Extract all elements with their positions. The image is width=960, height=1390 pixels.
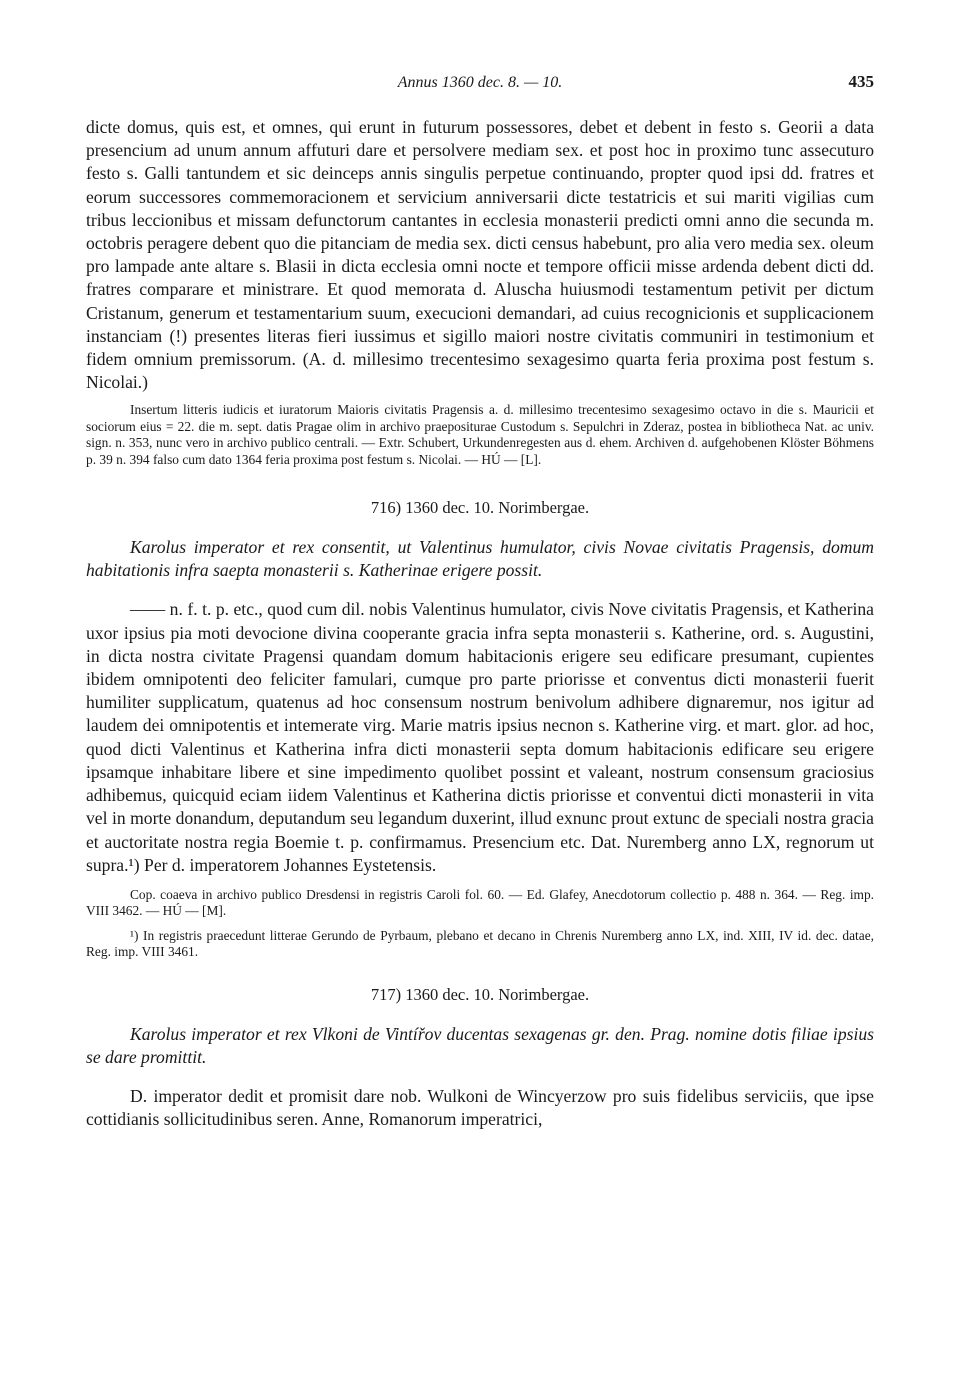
doc-715-body: dicte domus, quis est, et omnes, qui erunt in futurum possessores, debet et debent in festo s. Georii a data presencium ad unum annum affuturi dare et persolvere mediam sex. et post hoc in proximo tunc assecuturo festo s. Galli tantundem et sic deinceps annis singulis perpetue continuando, propter quod ipsi dd. fratres et eorum successores commemoracionem et servicium anniversarii dicte testatricis et sui mariti vigilias cum tribus leccionibus et missam defunctorum cantantes in ecclesia monasterii predicti omni anno die secunda m. octobris peragere debent quo die pitanciam de media sex. dicti census habebunt, pro alia vero media sex. oleum pro lampade ante altare s. Blasii in dicta ecclesia omni nocte et tempore officii misse ardenda debent dicti dd. fratres comparare et ministrare. Et quod memorata d. Aluscha huiusmodi testamentum petivit per dictum Cristanum, generum et testamentarium suum, execucioni demandari, ad cuius recognicionis et supplicacionem instanciam (!) presentes literas fieri iussimus et sigillo maiori nostre civitatis communiri in testimonium et fidem omnium premissorum. (A. d. millesimo trecentesimo sexagesimo quarta feria proxima post festum s. Nicolai.) xyxy=(86,117,874,393)
page-header xyxy=(86,72,874,102)
doc-716-body: —— n. f. t. p. etc., quod cum dil. nobis Valentinus humulator, civis Nove civitatis Pragensis, et Katherina uxor ipsius pia moti devocione divina cooperante gracia infra septa monasterii s. Katherine, ord. s. Augustini, in dicta nostra civitate Pragensi quandam domum habitacionis erigere seu edificare presumant, cupientes ibidem omnipotenti deo feliciter famulari, cumque pro parte priorisse et conventus dicti monasterii fuerit humiliter supplicatum, quatenus ad hoc consensum nostrum benivolum adhibere dignaremur, nos igitur ad laudem dei omnipotentis et intemerate virg. Marie matris ipsius necnon s. Katherine virg. et mart. glor. ad hoc, quod dicti Valentinus et Katherina infra dicti monasterii septa domum habitacionis edificare seu erigere ipsamque inhabitare libere et sine impedimento quolibet possint et valeant, nostrum consensum graciosius adhibemus, quicquid eciam iidem Valentinus et Katherina dictis priorisse et conventui dicti monasterii in vita vel in morte donandum, deputandum seu legandum duxerint, illud exnunc prout extunc de speciali nostra gracia et auctoritate nostra regia Boemie t. p. confirmamus. Presencium etc. Dat. Nuremberg anno LX, regnorum ut supra.¹) Per d. imperatorem Johannes Eystetensis. xyxy=(86,599,874,875)
doc-716-footnote: ¹) In registris praecedunt litterae Gerundo de Pyrbaum, plebano et decano in Chrenis Nuremberg anno LX, ind. XIII, IV id. dec. datae, Reg. imp. VIII 3461. xyxy=(86,927,874,960)
document-page xyxy=(86,72,874,1131)
running-title: Annus 1360 dec. 8. — 10. xyxy=(397,74,563,91)
doc-716-heading: 716) 1360 dec. 10. Norimbergae. xyxy=(370,498,590,518)
doc-716-source-note: Cop. coaeva in archivo publico Dresdensi in registris Caroli fol. 60. — Ed. Glafey, Anecdotorum collectio p. 488 n. 364. — Reg. imp. VIII 3462. — HÚ — [M]. xyxy=(86,886,874,919)
doc-717-heading: 717) 1360 dec. 10. Norimbergae. xyxy=(370,984,590,1004)
doc-716-regest: Karolus imperator et rex consentit, ut Valentinus humulator, civis Novae civitatis Pragensis, domum habitationis infra saepta monasterii s. Katherinae erigere possit. xyxy=(86,537,874,581)
doc-717-body: D. imperator dedit et promisit dare nob. Wulkoni de Wincyerzow pro suis fidelibus serviciis, que ipse cottidianis sollicitudinibus seren. Anne, Romanorum imperatrici, xyxy=(86,1085,874,1130)
doc-715-source-note: Insertum litteris iudicis et iuratorum Maioris civitatis Pragensis a. d. millesimo trecentesimo sexagesimo octavo in die s. Mauricii et sociorum eius = 22. die m. sept. datis Pragae olim in archivo praepositurae Custodum s. Sepulchri in Zderaz, postea in bibliotheca Nat. ac univ. sign. n. 353, nunc vero in archivo publico centrali. — Extr. Schubert, Urkundenregesten aus d. ehem. Archiven d. aufgehobenen Klöster Böhmens p. 39 n. 394 falso cum dato 1364 feria proxima post festum s. Nicolai. — HÚ — [L]. xyxy=(86,402,874,467)
doc-717-regest: Karolus imperator et rex Vlkoni de Vintířov ducentas sexagenas gr. den. Prag. nomine dotis filiae ipsius se dare promittit. xyxy=(86,1023,874,1067)
page-number: 435 xyxy=(848,72,874,91)
